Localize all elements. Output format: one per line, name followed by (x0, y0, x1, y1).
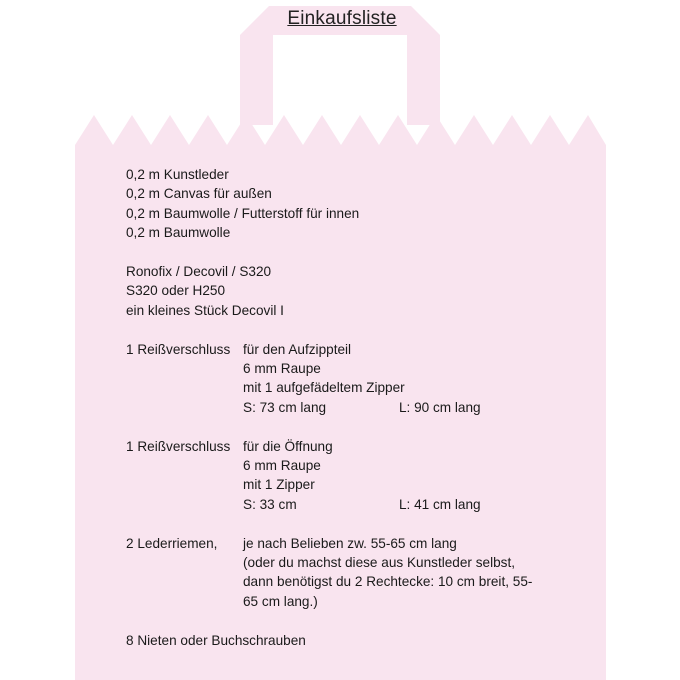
list-item: Ronofix / Decovil / S320 (126, 264, 272, 280)
bag-handle-left (240, 35, 273, 125)
zipper1-details (243, 340, 481, 418)
zipper2-label: 1 Reißverschluss (126, 438, 231, 454)
straps-line: 65 cm lang.) (243, 593, 318, 609)
zipper2-size-s: S: 33 cm (243, 496, 297, 512)
zipper2-details (243, 437, 481, 515)
zipper2-size-l: L: 41 cm lang (399, 496, 481, 512)
list-item: S320 oder H250 (126, 283, 226, 299)
zipper2-line: 6 mm Raupe (243, 458, 321, 474)
page-title: Einkaufsliste (287, 8, 397, 29)
zipper1-size-l: L: 90 cm lang (399, 399, 481, 415)
straps-details (243, 534, 532, 612)
zipper1-label: 1 Reißverschluss (126, 341, 231, 357)
straps-line: (oder du machst diese aus Kunstleder selbst, (243, 555, 516, 571)
zipper2-line: mit 1 Zipper (243, 477, 315, 493)
list-item: 0,2 m Kunstleder (126, 167, 229, 182)
straps-line: dann benötigst du 2 Rechtecke: 10 cm breit, 55- (243, 574, 533, 590)
zipper1-size-s: S: 73 cm lang (243, 399, 327, 415)
list-item: ein kleines Stück Decovil I (126, 302, 284, 318)
straps-label: 2 Lederriemen, (126, 535, 218, 551)
list-item: 0,2 m Canvas für außen (126, 186, 272, 202)
bag-handle-right (407, 35, 440, 125)
straps-line: je nach Belieben zw. 55-65 cm lang (243, 535, 457, 551)
zipper1-line: mit 1 aufgefädeltem Zipper (243, 380, 405, 396)
zipper2-line: für die Öffnung (243, 438, 333, 454)
list-item: 0,2 m Baumwolle / Futterstoff für innen (126, 205, 360, 221)
zipper2-row (126, 437, 576, 515)
zipper1-line: für den Aufzippteil (243, 341, 352, 357)
shopping-list (126, 165, 576, 650)
straps-row (126, 534, 576, 612)
list-item-rivets: 8 Nieten oder Buchschrauben (126, 632, 306, 648)
list-item: 0,2 m Baumwolle (126, 225, 231, 241)
zipper1-row (126, 340, 576, 418)
zipper1-line: 6 mm Raupe (243, 361, 321, 377)
